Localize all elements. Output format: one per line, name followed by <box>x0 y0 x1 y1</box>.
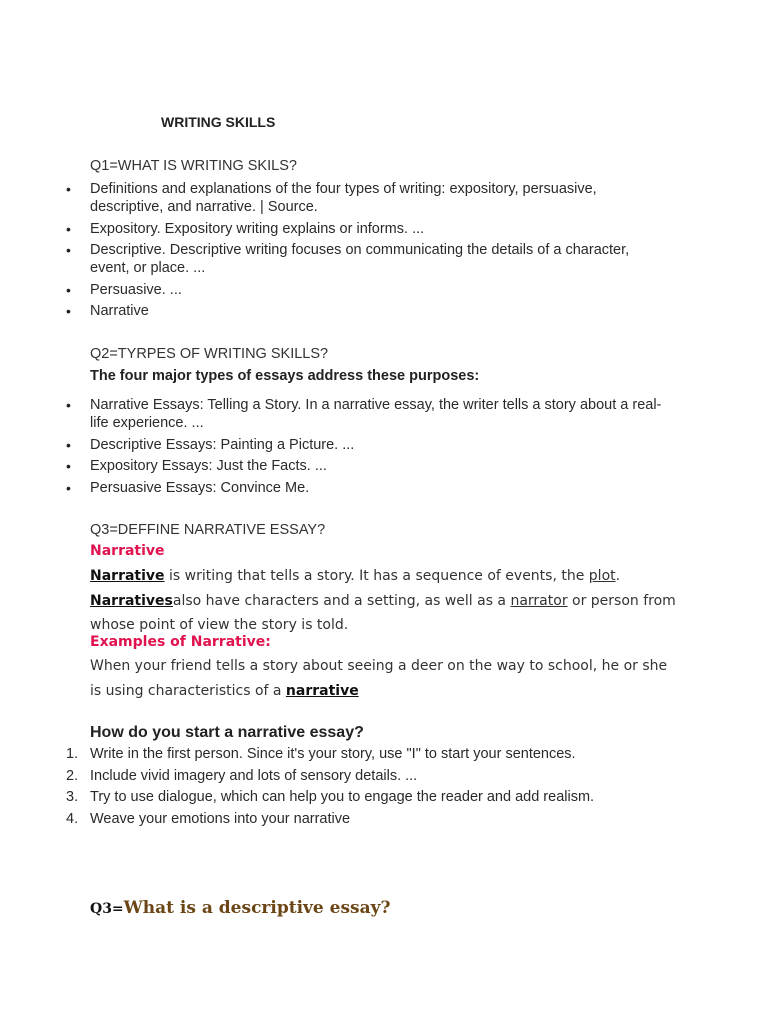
narrative-heading: Narrative <box>90 543 165 559</box>
list-item: • Narrative <box>90 302 670 320</box>
list-item: 2. Include vivid imagery and lots of sensory details. ... <box>66 767 418 784</box>
narrative-definition: Narrative is writing that tells a story. It has a sequence of events, the plot. Narrativesalso have characters and a setting, as well as a narrator or person from whose point of view the story is told. <box>90 568 676 633</box>
q1-question: Q1=WHAT IS WRITING SKILS? <box>90 158 297 174</box>
plot-link[interactable]: plot <box>588 568 616 584</box>
list-item: 1. Write in the first person. Since it's your story, use "I" to start your sentences. <box>66 746 576 762</box>
list-item: • Definitions and explanations of the four types of writing: expository, persuasive, descriptive, and narrative. | Source. <box>90 180 670 216</box>
examples-heading: Examples of Narrative: <box>90 634 271 650</box>
start-steps-list <box>66 745 670 831</box>
document-title: WRITING SKILLS <box>161 114 276 130</box>
narrator-link[interactable]: narrator <box>510 592 568 609</box>
list-item: • Persuasive Essays: Convince Me. <box>90 479 670 497</box>
narrative-example: When your friend tells a story about seeing a deer on the way to school, he or she is using characteristics of a narrative <box>90 658 668 699</box>
narratives-term-link[interactable]: Narratives <box>90 592 173 609</box>
list-item: 4. Weave your emotions into your narrative <box>66 810 351 827</box>
list-item: • Expository. Expository writing explains or informs. ... <box>90 220 670 238</box>
q2-question: Q2=TYRPES OF WRITING SKILLS? <box>90 346 329 362</box>
list-item: 3. Try to use dialogue, which can help you to engage the reader and add realism. <box>66 789 595 805</box>
list-item: • Descriptive. Descriptive writing focuses on communicating the details of a character, event, or place. ... <box>90 241 670 277</box>
list-item: • Descriptive Essays: Painting a Picture. ... <box>90 436 670 454</box>
narrative-link[interactable]: narrative <box>285 682 359 699</box>
list-item: • Expository Essays: Just the Facts. ... <box>90 457 670 475</box>
q1-bullet-list <box>90 180 670 324</box>
q2-subheading: The four major types of essays address these purposes: <box>90 368 480 384</box>
q3-question: Q3=DEFFINE NARRATIVE ESSAY? <box>90 522 326 538</box>
start-heading: How do you start a narrative essay? <box>90 724 364 741</box>
q2-bullet-list <box>90 396 670 500</box>
list-item: • Persuasive. ... <box>90 281 670 299</box>
list-item: • Narrative Essays: Telling a Story. In a narrative essay, the writer tells a story about a real-life experience. ... <box>90 396 670 432</box>
narrative-term-link[interactable]: Narrative <box>90 568 165 584</box>
descriptive-question: Q3=What is a descriptive essay? <box>90 898 391 918</box>
